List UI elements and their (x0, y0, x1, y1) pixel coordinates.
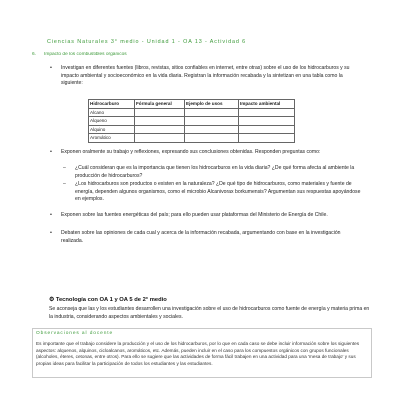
dash-mark: – (63, 181, 66, 187)
table-cell (185, 108, 239, 117)
bullet-dot: • (50, 230, 52, 236)
hydrocarbon-table (88, 99, 295, 143)
table-header-cell: Impacto ambiental (239, 100, 295, 109)
table-cell (239, 125, 295, 134)
section-title-text: Impacto de los combustibles orgánicos (44, 52, 127, 57)
table-cell (185, 134, 239, 143)
table-cell (239, 108, 295, 117)
bullet-investigate (50, 65, 363, 88)
teacher-notes-box (32, 328, 372, 378)
teacher-notes-body: Es importante que el trabajo considere la producción y el uso de los hidrocarburos, por lo que en cada caso se debe incluir información sobre los siguientes aspectos: alquenos, alquinos, cicloalcanos, aromáticos, etc. Además, pueden incluir en el caso para los compuestos orgánicos con grupos funcionales (alcoholes, éteres, cetonas, entre otros). Para ello se sugiere que las actividades de forma fácil trabajen en una actividad para una 'mesa de trabajo' y sus propias ideas para facilitar la participación de todos los estudiantes y las estudiantes. (36, 341, 360, 366)
bullet-debate (50, 230, 363, 245)
table-cell (239, 117, 295, 126)
table-row (89, 117, 295, 126)
dash-mark: – (63, 165, 66, 171)
teacher-notes-title: Observaciones al docente (36, 331, 114, 336)
question-1-text: ¿Cuál consideran que es la importancia que tienen los hidrocarburos en la vida diaria? ¿De qué forma afecta al ambiente la producción de hidrocarburos? (75, 165, 355, 179)
bullet-expose (50, 149, 363, 157)
gear-icon: ⚙ (49, 297, 55, 303)
table-row-label: Alquino (89, 125, 135, 134)
table-row (89, 108, 295, 117)
bullet-sources (50, 212, 363, 220)
bullet-dot: • (50, 149, 52, 155)
table-row-label: Alqueno (89, 117, 135, 126)
question-1 (63, 165, 363, 180)
technology-title (49, 297, 167, 303)
table-cell (185, 125, 239, 134)
table-header-cell: Hidrocarburo (89, 100, 135, 109)
table-row-label: Alcano (89, 108, 135, 117)
bullet-expose-text: Exponen oralmente su trabajo y reflexiones, expresando sus conclusiones obtenidas. Responden preguntas como: (61, 149, 321, 155)
table-cell (185, 117, 239, 126)
technology-body: Se aconseja que las y los estudiantes desarrollen una investigación sobre el uso de hidrocarburos como fuente de energía y materia prima en la industria, considerando aspectos ambientales y sociales. (49, 306, 370, 320)
table-cell (135, 125, 185, 134)
bullet-investigate-text: Investigan en diferentes fuentes (libros, revistas, sitios confiables en internet, entre otras) sobre el uso de los hidrocarburos y su impacto ambiental y socioeconómico en la vida diaria. Registran la información recabada y la sintetizan en una tabla como la siguiente: (61, 65, 350, 87)
table-row (89, 125, 295, 134)
bullet-dot: • (50, 212, 52, 218)
table-cell (239, 134, 295, 143)
table-header-cell: Fórmula general (135, 100, 185, 109)
page-header: Ciencias Naturales 3° medio - Unidad 1 - OA 13 - Actividad 6 (47, 39, 247, 45)
table-cell (135, 117, 185, 126)
bullet-dot: • (50, 65, 52, 71)
table-row (89, 134, 295, 143)
table-header-row (89, 100, 295, 109)
bullet-debate-text: Debaten sobre las opiniones de cada cual y acerca de la información recabada, argumentando con base en la investigación realizada. (61, 230, 341, 244)
technology-title-text: Tecnología con OA 1 y OA 5 de 2° medio (55, 297, 167, 303)
table-cell (135, 134, 185, 143)
table-header-cell: Ejemplo de usos (185, 100, 239, 109)
table-row-label: Aromático (89, 134, 135, 143)
question-2 (63, 181, 363, 204)
bullet-sources-text: Exponen sobre las fuentes energéticas del país; para ello pueden usar plataformas del Ministerio de Energía de Chile. (61, 212, 328, 218)
table-cell (135, 108, 185, 117)
section-number: 6. (32, 52, 37, 57)
section-title (32, 52, 272, 60)
question-2-text: ¿Los hidrocarburos son productos o existen en la naturaleza? ¿De qué tipo de hidrocarburos, como materiales y fuente de energía, dependen algunos organismos, como el microbio Alcanivorax borkumensis? Argumentan sus respuestas apoyándose en ejemplos. (75, 181, 361, 203)
